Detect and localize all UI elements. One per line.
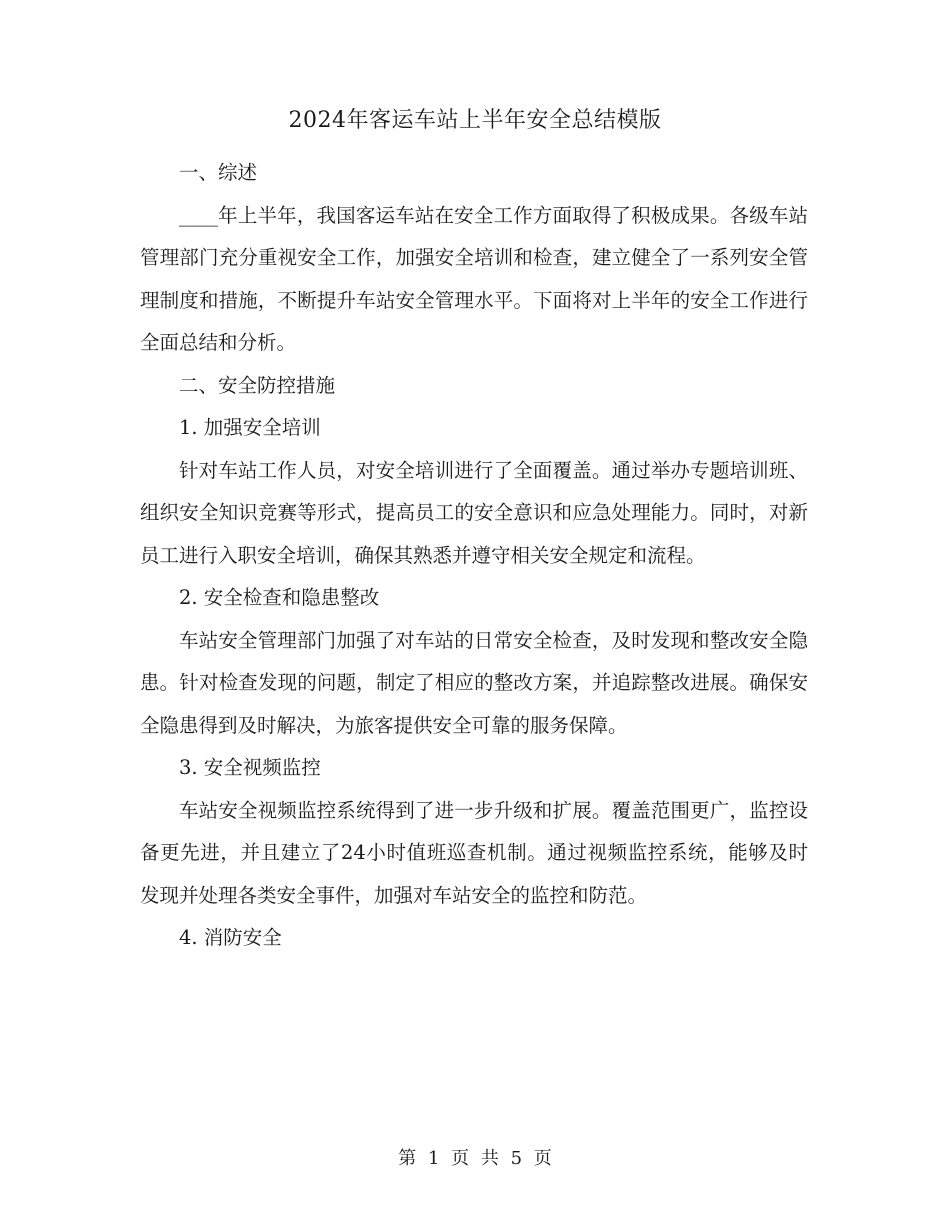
paragraph-video-monitoring: 车站安全视频监控系统得到了进一步升级和扩展。覆盖范围更广，监控设备更先进，并且建立了24小时值班巡查机制。通过视频监控系统，能够及时发现并处理各类安全事件，加强对车站安全的监控和防范。 xyxy=(140,798,808,907)
document-title: 2024年客运车站上半年安全总结模版 xyxy=(288,108,662,133)
page-footer: 第 1 页 共 5 页 xyxy=(398,1148,552,1169)
subheading-fire-safety: 4. 消防安全 xyxy=(179,926,282,949)
paragraph-overview: ____年上半年，我国客运车站在安全工作方面取得了积极成果。各级车站管理部门充分重视安全工作，加强安全培训和检查，建立健全了一系列安全管理制度和措施，不断提升车站安全管理水平。下面将对上半年的安全工作进行全面总结和分析。 xyxy=(140,203,808,354)
paragraph-training: 针对车站工作人员，对安全培训进行了全面覆盖。通过举办专题培训班、组织安全知识竞赛等形式，提高员工的安全意识和应急处理能力。同时，对新员工进行入职安全培训，确保其熟悉并遵守相关安全规定和流程。 xyxy=(140,458,808,567)
subheading-video-monitoring: 3. 安全视频监控 xyxy=(179,756,321,779)
document-body xyxy=(140,152,808,960)
subheading-inspection: 2. 安全检查和隐患整改 xyxy=(179,586,380,609)
section-heading-overview: 一、综述 xyxy=(179,161,258,184)
subheading-training: 1. 加强安全培训 xyxy=(179,416,321,439)
section-heading-measures: 二、安全防控措施 xyxy=(179,373,336,397)
paragraph-inspection: 车站安全管理部门加强了对车站的日常安全检查，及时发现和整改安全隐患。针对检查发现的问题，制定了相应的整改方案，并追踪整改进展。确保安全隐患得到及时解决，为旅客提供安全可靠的服务保障。 xyxy=(140,628,808,737)
